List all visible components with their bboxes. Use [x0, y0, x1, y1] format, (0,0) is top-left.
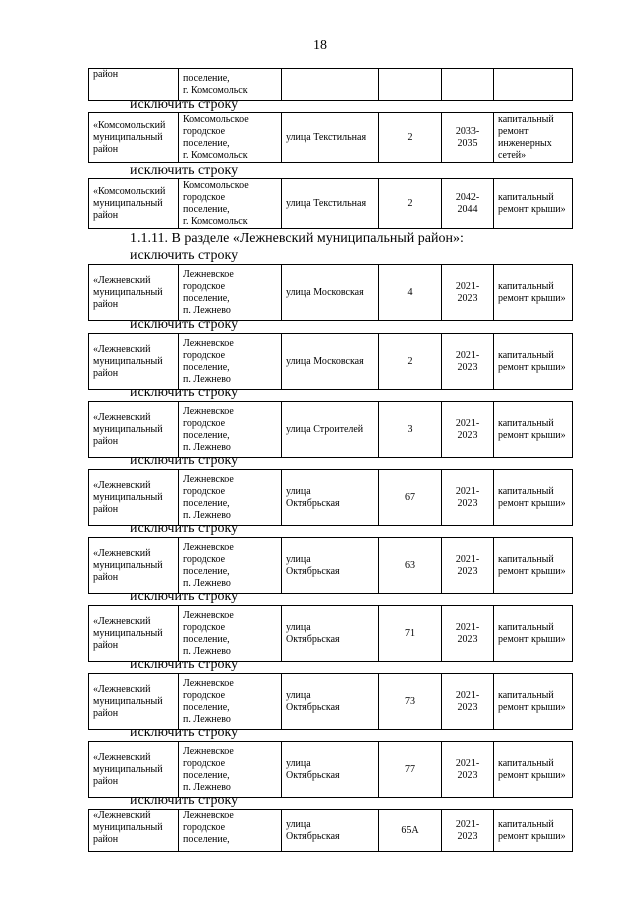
work-cell: капитальный ремонт крыши»	[494, 334, 573, 390]
table-row	[88, 809, 573, 852]
district-cell: «Комсомольский муниципальный район	[89, 179, 179, 229]
settlement-cell: Лежневское городское поселение, п. Лежнево	[179, 742, 282, 798]
house-cell: 67	[379, 470, 442, 526]
street-cell	[282, 69, 379, 101]
house-cell: 2	[379, 179, 442, 229]
settlement-cell: Лежневское городское поселение, п. Лежнево	[179, 470, 282, 526]
exclude-label: исключить строку	[130, 97, 239, 112]
exclude-label: исключить строку	[130, 657, 239, 672]
table-row	[88, 333, 573, 390]
table-row	[88, 673, 573, 730]
exclude-label: исключить строку	[130, 725, 239, 740]
period-cell: 2021- 2023	[442, 742, 494, 798]
street-cell: улица Московская	[282, 334, 379, 390]
period-cell: 2021- 2023	[442, 674, 494, 730]
house-cell: 73	[379, 674, 442, 730]
period-cell: 2021- 2023	[442, 265, 494, 321]
district-cell: «Лежневский муниципальный район	[89, 742, 179, 798]
street-cell: улица Октябрьская	[282, 810, 379, 852]
district-cell: «Лежневский муниципальный район	[89, 470, 179, 526]
table-row	[88, 605, 573, 662]
settlement-cell: Комсомольское городское поселение, г. Комсомольск	[179, 113, 282, 163]
district-cell: «Лежневский муниципальный район	[89, 606, 179, 662]
house-cell	[379, 69, 442, 101]
street-cell: улица Московская	[282, 265, 379, 321]
street-cell: улица Текстильная	[282, 113, 379, 163]
work-cell: капитальный ремонт крыши»	[494, 470, 573, 526]
house-cell: 3	[379, 402, 442, 458]
house-cell: 65А	[379, 810, 442, 852]
table-row	[88, 178, 573, 229]
work-cell: капитальный ремонт крыши»	[494, 179, 573, 229]
section-heading: 1.1.11. В разделе «Лежневский муниципальный район»:	[130, 231, 464, 246]
exclude-label: исключить строку	[130, 385, 239, 400]
table-row	[88, 112, 573, 163]
district-cell: «Лежневский муниципальный район	[89, 674, 179, 730]
district-cell: «Лежневский муниципальный район	[89, 265, 179, 321]
exclude-label: исключить строку	[130, 317, 239, 332]
settlement-cell: Лежневское городское поселение, п. Лежнево	[179, 606, 282, 662]
district-cell: «Лежневский муниципальный район	[89, 334, 179, 390]
settlement-cell: Лежневское городское поселение, п. Лежнево	[179, 334, 282, 390]
period-cell: 2021- 2023	[442, 402, 494, 458]
settlement-cell: Лежневское городское поселение, п. Лежнево	[179, 265, 282, 321]
work-cell: капитальный ремонт крыши»	[494, 606, 573, 662]
exclude-label: исключить строку	[130, 521, 239, 536]
house-cell: 71	[379, 606, 442, 662]
period-cell: 2021- 2023	[442, 810, 494, 852]
work-cell: капитальный ремонт крыши»	[494, 810, 573, 852]
street-cell: улица Октябрьская	[282, 470, 379, 526]
settlement-cell: Лежневское городское поселение, п. Лежнево	[179, 674, 282, 730]
house-cell: 77	[379, 742, 442, 798]
exclude-label: исключить строку	[130, 793, 239, 808]
street-cell: улица Октябрьская	[282, 674, 379, 730]
period-cell: 2021- 2023	[442, 470, 494, 526]
work-cell	[494, 69, 573, 101]
district-cell: «Лежневский муниципальный район	[89, 810, 179, 852]
settlement-cell: Комсомольское городское поселение, г. Комсомольск	[179, 179, 282, 229]
page-number: 18	[313, 38, 327, 53]
house-cell: 2	[379, 113, 442, 163]
settlement-cell: Лежневское городское поселение,	[179, 810, 282, 852]
settlement-cell: Лежневское городское поселение, п. Лежнево	[179, 538, 282, 594]
district-cell: «Лежневский муниципальный район	[89, 538, 179, 594]
house-cell: 2	[379, 334, 442, 390]
work-cell: капитальный ремонт крыши»	[494, 674, 573, 730]
house-cell: 63	[379, 538, 442, 594]
work-cell: капитальный ремонт крыши»	[494, 402, 573, 458]
exclude-label: исключить строку	[130, 163, 239, 178]
table-row	[88, 264, 573, 321]
period-cell: 2033- 2035	[442, 113, 494, 163]
district-cell: «Комсомольский муниципальный район	[89, 113, 179, 163]
table-row	[88, 469, 573, 526]
street-cell: улица Октябрьская	[282, 742, 379, 798]
exclude-label: исключить строку	[130, 453, 239, 468]
table-row	[88, 537, 573, 594]
period-cell	[442, 69, 494, 101]
period-cell: 2021- 2023	[442, 334, 494, 390]
work-cell: капитальный ремонт крыши»	[494, 265, 573, 321]
house-cell: 4	[379, 265, 442, 321]
exclude-label: исключить строку	[130, 589, 239, 604]
street-cell: улица Октябрьская	[282, 606, 379, 662]
work-cell: капитальный ремонт инженерных сетей»	[494, 113, 573, 163]
district-cell: «Лежневский муниципальный район	[89, 402, 179, 458]
district-cell: район	[89, 69, 179, 101]
period-cell: 2021- 2023	[442, 538, 494, 594]
period-cell: 2021- 2023	[442, 606, 494, 662]
period-cell: 2042- 2044	[442, 179, 494, 229]
street-cell: улица Октябрьская	[282, 538, 379, 594]
settlement-cell: Лежневское городское поселение, п. Лежнево	[179, 402, 282, 458]
table-row	[88, 741, 573, 798]
settlement-cell: поселение, г. Комсомольск	[179, 69, 282, 101]
exclude-label: исключить строку	[130, 248, 239, 263]
work-cell: капитальный ремонт крыши»	[494, 538, 573, 594]
work-cell: капитальный ремонт крыши»	[494, 742, 573, 798]
street-cell: улица Строителей	[282, 402, 379, 458]
street-cell: улица Текстильная	[282, 179, 379, 229]
table-row	[88, 401, 573, 458]
